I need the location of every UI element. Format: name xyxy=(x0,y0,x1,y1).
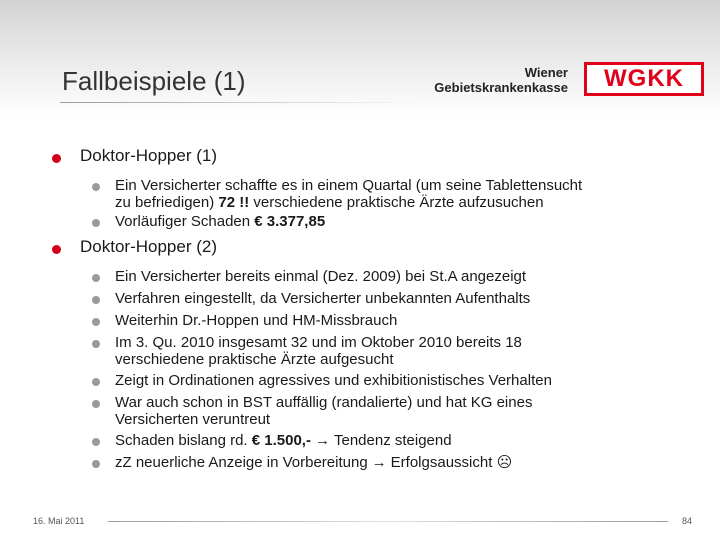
slide-title: Fallbeispiele (1) xyxy=(62,66,246,96)
list-item: zZ neuerliche Anzeige in Vorbereitung → Erfolgsaussicht ☹ xyxy=(115,454,513,471)
arrow-right-icon: → xyxy=(314,432,330,449)
bullet-dot-icon xyxy=(92,460,100,468)
bullet-dot-icon xyxy=(92,378,100,386)
bullet-dot-icon xyxy=(92,318,100,326)
organization-name xyxy=(434,65,568,95)
wgkk-logo xyxy=(584,62,704,96)
bullet-dot-icon xyxy=(52,245,61,254)
org-name-line1: Wiener xyxy=(524,65,568,80)
section-heading-1: Doktor-Hopper (1) xyxy=(80,146,217,165)
title-underline xyxy=(60,102,420,103)
bullet-dot-icon xyxy=(92,183,100,191)
footer-date: 16. Mai 2011 xyxy=(33,516,85,526)
list-item: War auch schon in BST auffällig (randalierte) und hat KG eines Versicherten veruntreut xyxy=(115,394,533,428)
list-item: Vorläufiger Schaden € 3.377,85 xyxy=(115,213,326,230)
list-item: Ein Versicherter schaffte es in einem Quartal (um seine Tablettensucht zu befriedigen) 72 !! verschiedene praktische Ärzte aufzusuchen xyxy=(115,177,583,211)
bullet-dot-icon xyxy=(52,154,61,163)
sad-face-icon: ☹ xyxy=(496,454,513,471)
header-band xyxy=(0,0,720,118)
page-number: 84 xyxy=(682,516,693,526)
bullet-dot-icon xyxy=(92,274,100,282)
footer-divider xyxy=(108,521,668,522)
org-name-line2: Gebietskrankenkasse xyxy=(434,80,568,95)
logo-text: WGKK xyxy=(604,65,684,92)
bullet-dot-icon xyxy=(92,340,100,348)
bullet-dot-icon xyxy=(92,400,100,408)
bullet-dot-icon xyxy=(92,219,100,227)
list-item: Schaden bislang rd. € 1.500,- → Tendenz steigend xyxy=(115,432,452,449)
bullet-dot-icon xyxy=(92,438,100,446)
list-item: Zeigt in Ordinationen agressives und exhibitionistisches Verhalten xyxy=(115,372,552,389)
list-item: Im 3. Qu. 2010 insgesamt 32 und im Oktober 2010 bereits 18 verschiedene praktische Ärzte aufgesucht xyxy=(115,334,522,368)
list-item: Ein Versicherter bereits einmal (Dez. 2009) bei St.A angezeigt xyxy=(115,268,527,285)
arrow-right-icon: → xyxy=(371,454,387,471)
list-item: Verfahren eingestellt, da Versicherter unbekannten Aufenthalts xyxy=(115,290,531,307)
section-heading-2: Doktor-Hopper (2) xyxy=(80,237,217,256)
list-item: Weiterhin Dr.-Hoppen und HM-Missbrauch xyxy=(115,312,398,329)
bullet-dot-icon xyxy=(92,296,100,304)
